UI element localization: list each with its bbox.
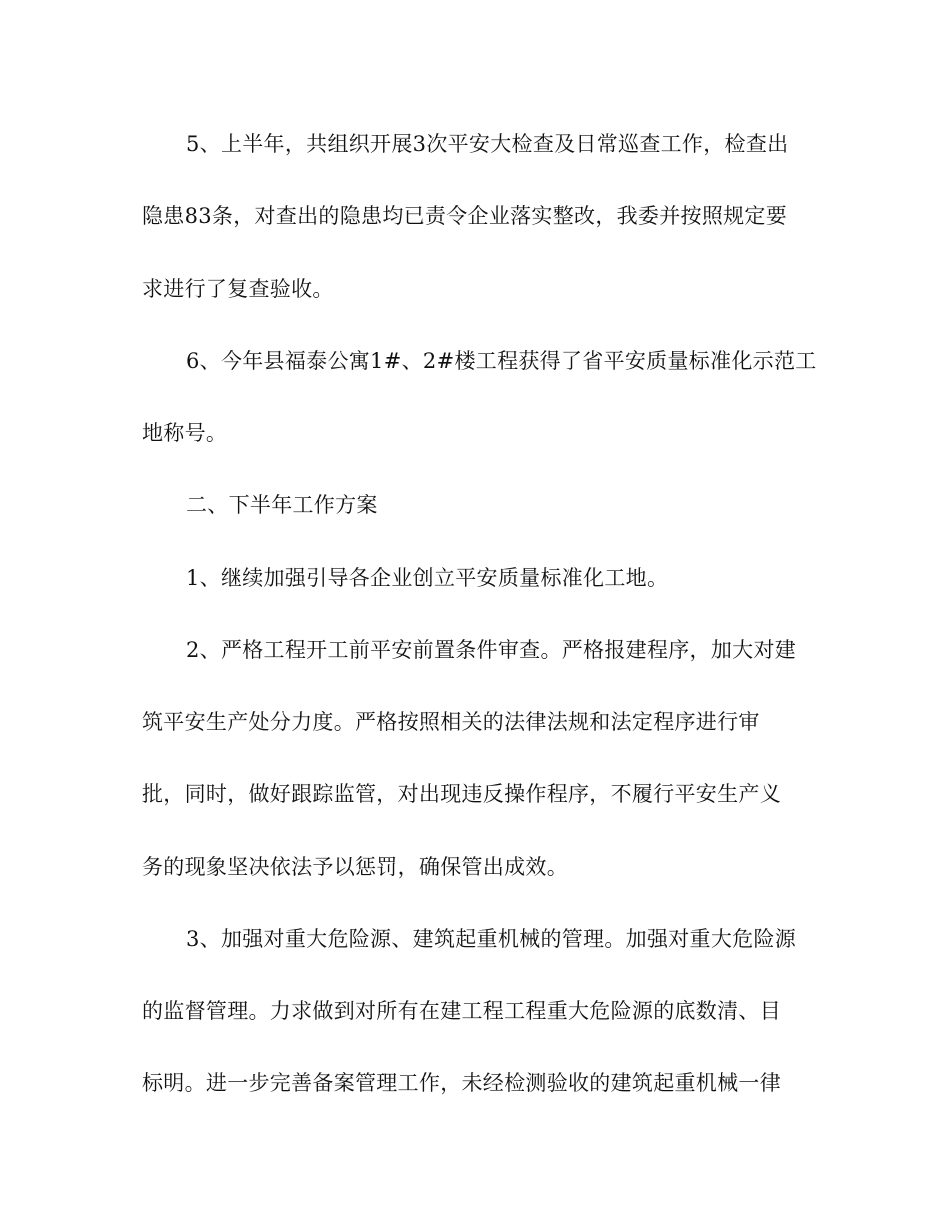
plan-item-2-line-3: 批，同时，做好跟踪监管，对出现违反操作程序，不履行平安生产义 [142,782,781,806]
plan-item-2-line-2: 筑平安生产处分力度。严格按照相关的法律法规和法定程序进行审 [142,710,760,734]
plan-item-2-line-1: 2、严格工程开工前平安前置条件审查。严格报建程序，加大对建 [186,638,797,662]
paragraph-5-line-3: 求进行了复查验收。 [142,277,334,301]
section-heading-plan: 二、下半年工作方案 [186,493,378,517]
plan-item-2-line-4: 务的现象坚决依法予以惩罚，确保管出成效。 [142,855,568,879]
paragraph-5-line-2: 隐患83条，对查出的隐患均已责令企业落实整改，我委并按照规定要 [142,204,788,228]
plan-item-3-line-2: 的监督管理。力求做到对所有在建工程工程重大危险源的底数清、目 [142,999,781,1023]
paragraph-5-line-1: 5、上半年，共组织开展3次平安大检查及日常巡查工作，检查出 [186,132,789,156]
plan-item-3-line-3: 标明。进一步完善备案管理工作，未经检测验收的建筑起重机械一律 [142,1071,781,1095]
plan-item-3-line-1: 3、加强对重大危险源、建筑起重机械的管理。加强对重大危险源 [186,927,797,951]
plan-item-1: 1、继续加强引导各企业创立平安质量标准化工地。 [186,566,669,590]
paragraph-6-line-1: 6、今年县福泰公寓1#、2#楼工程获得了省平安质量标准化示范工 [186,349,817,373]
paragraph-6-line-2: 地称号。 [142,421,228,445]
